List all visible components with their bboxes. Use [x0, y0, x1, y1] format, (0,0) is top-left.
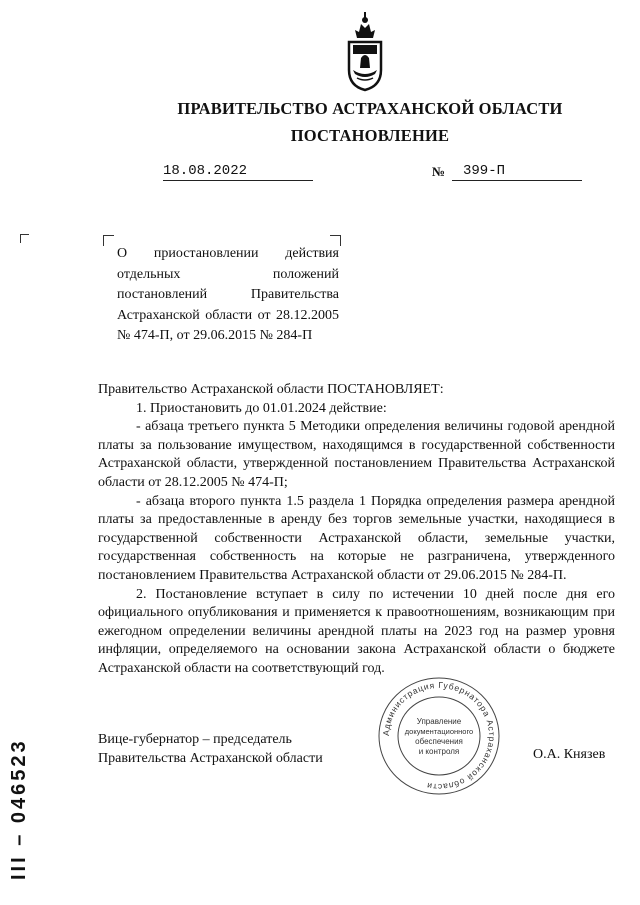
item-1: 1. Приостановить до 01.01.2024 действие:	[136, 400, 387, 416]
signatory-position	[98, 730, 323, 768]
date-underline	[163, 180, 313, 181]
margin-corner-mark	[20, 234, 29, 243]
document-date: 18.08.2022	[163, 163, 248, 179]
organization-title: ПРАВИТЕЛЬСТВО АСТРАХАНСКОЙ ОБЛАСТИ	[177, 99, 563, 118]
item-2: 2. Постановление вступает в силу по истечении 10 дней после дня его официального опубликования и применяется к правоотношениям, возникающим при ежегодном определении величины арендной платы на 2023 год на размер уровня инфляции, определяемого на основании закона Астраханской области о бюджете Астраханской области на соответствующий год.	[98, 586, 615, 676]
document-number: 399-П	[463, 163, 506, 179]
number-underline	[452, 180, 582, 181]
document-serial-number: III – 046523	[8, 738, 30, 880]
number-sign: №	[432, 164, 446, 179]
position-line-1: Вице-губернатор – председатель	[98, 732, 292, 747]
stamp-ring-text: Администрация Губернатора Астраханской области	[380, 679, 498, 793]
document-type-title: ПОСТАНОВЛЕНИЕ	[290, 126, 450, 145]
stamp-center-line-2: документационного	[404, 727, 474, 736]
subject-block	[117, 244, 339, 347]
subject-text: О приостановлении действия отдельных положений постановлений Правительства Астраханской области от 28.12.2005 № 474-П, от 29.06.2015 № 284-П	[117, 246, 339, 343]
stamp-center-line-4: и контроля	[418, 747, 460, 756]
resolution-body	[98, 381, 615, 679]
item-1-a: - абзаца третьего пункта 5 Методики определения величины годовой арендной платы за пользование имуществом, находящимся в государственной собственности Астраханской области, утвержденной постановлением Правительства Астраханской области от 28.12.2005 № 474-П;	[98, 419, 615, 490]
coat-of-arms-emblem	[343, 8, 387, 92]
signatory-name: О.А. Князев	[533, 747, 606, 762]
item-1-b: - абзаца второго пункта 1.5 раздела 1 Порядка определения размера арендной платы за предоставленные в аренду без торгов земельные участки, находящиеся в государственной собственности Астраханской области, земельные участки, государственная собственность на которые не разграничена, утвержденного постановлением Правительства Астраханской области от 29.06.2015 № 284-П.	[98, 493, 615, 583]
official-stamp	[377, 676, 501, 796]
preamble: Правительство Астраханской области ПОСТАНОВЛЯЕТ:	[98, 382, 444, 397]
position-line-2: Правительства Астраханской области	[98, 751, 323, 766]
stamp-center-line-3: обеспечения	[415, 737, 463, 746]
stamp-center-line-1: Управление	[416, 717, 462, 726]
subject-corner-left	[103, 235, 114, 246]
